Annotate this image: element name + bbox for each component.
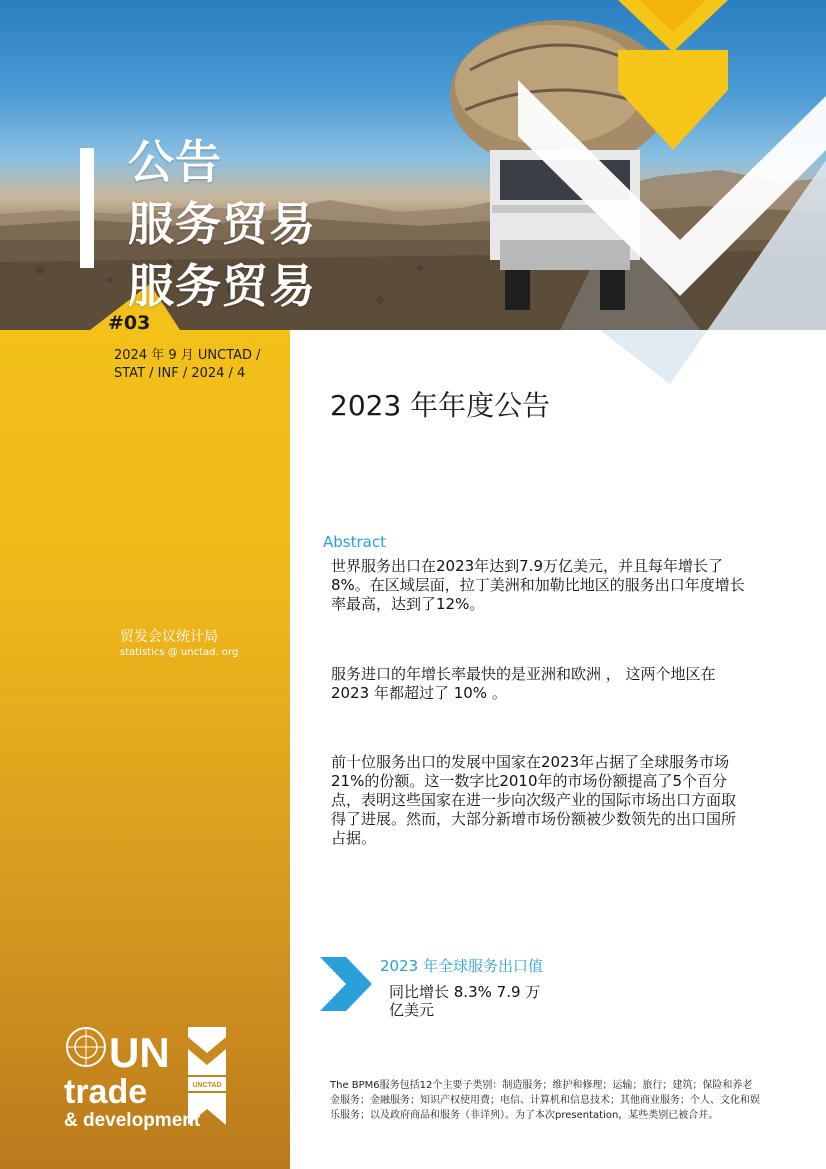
issue-number: #03 (108, 312, 151, 334)
meta-line-2: STAT / INF / 2024 / 4 (114, 366, 246, 381)
title-line-2: 服务贸易 (128, 197, 316, 251)
logo-badge-text: UNCTAD (192, 1082, 222, 1089)
abstract-label: Abstract (323, 533, 386, 551)
logo-un-text: UN (109, 1029, 170, 1076)
un-trade-development-logo (64, 1025, 244, 1135)
logo-graphic (64, 1025, 244, 1135)
logo-trade-text: trade (64, 1073, 148, 1111)
blue-chevron-icon (600, 160, 826, 384)
title-line-3: 服务贸易 (128, 259, 316, 313)
arrow-right-icon (320, 957, 376, 1011)
highlight-value: 同比增长 8.3% 7.9 万亿美元 (389, 983, 541, 1019)
document-symbol (114, 347, 261, 383)
division-name: 贸发会议统计局 (120, 629, 218, 645)
page-subtitle: 2023 年年度公告 (330, 389, 551, 422)
title-accent-bar (80, 148, 94, 268)
footnote: The BPM6服务包括12个主要子类别：制造服务；维护和修理；运输；旅行；建筑；保险和养老金服务；金融服务；知识产权使用费；电信、计算机和信息技术；其他商业服务；个人、文化和娱乐服务；以及政府商品和服务（非详列）。为了本次presentation，某些类别已被合并。 (330, 1080, 760, 1121)
abstract-paragraph-2: 服务进口的年增长率最快的是亚洲和欧洲 ， 这两个地区在 2023 年都超过了 10% 。 (331, 665, 716, 702)
highlight-title: 2023 年全球服务出口值 (380, 957, 543, 975)
chevron-down-icon (618, 50, 728, 150)
contact-email[interactable]: statistics @ unctad. org (120, 647, 239, 658)
title-line-1: 公告 (128, 135, 222, 189)
abstract-paragraph-3: 前十位服务出口的发展中国家在2023年占据了全球服务市场21%的份额。这一数字比2010年的市场份额提高了5个百分点，表明这些国家在进一步向次级产业的国际市场出口方面取得了进展。然而，大部分新增市场份额被少数领先的出口国所占据。 (331, 753, 737, 847)
meta-line-1: 2024 年 9 月 UNCTAD / (114, 348, 261, 363)
logo-development-text: & development (64, 1110, 201, 1131)
chevron-decoration (0, 0, 826, 400)
abstract-paragraph-1: 世界服务出口在2023年达到7.9万亿美元，并且每年增长了8%。在区域层面，拉丁美洲和加勒比地区的服务出口年度增长率最高，达到了12%。 (331, 557, 745, 613)
